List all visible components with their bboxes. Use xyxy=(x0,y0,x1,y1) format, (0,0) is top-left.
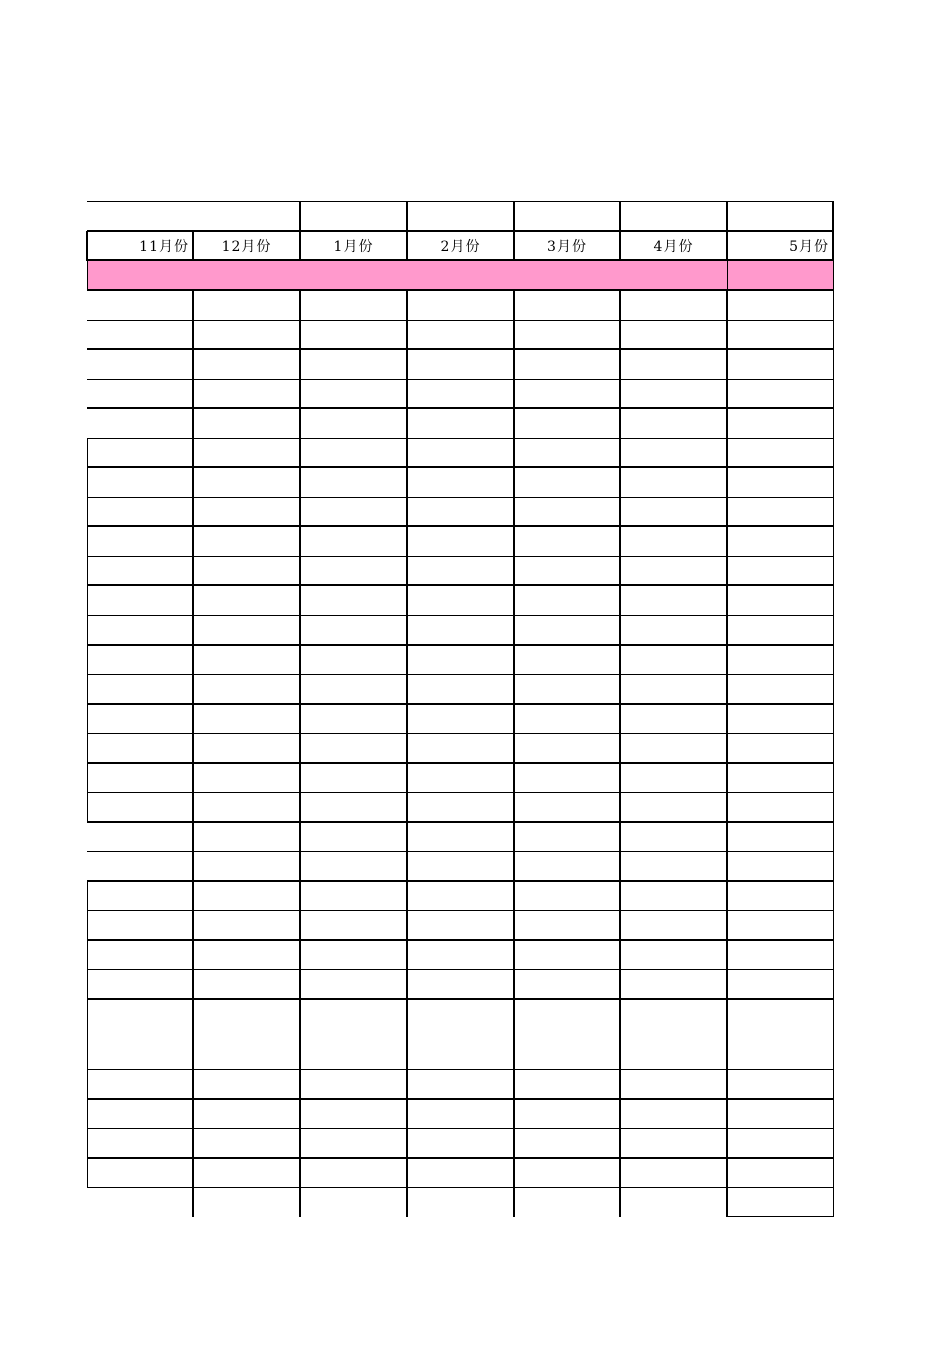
month-header-7: 5月份 xyxy=(789,239,829,255)
row-line xyxy=(87,851,834,852)
band-right-border xyxy=(833,260,834,291)
row-line xyxy=(87,584,834,586)
row-line xyxy=(87,615,834,616)
row-line xyxy=(87,1187,834,1188)
month-header-1: 11月份 xyxy=(139,239,189,255)
last-cell-right xyxy=(833,1187,834,1217)
right-border xyxy=(833,290,834,1188)
row-line xyxy=(87,379,834,380)
header-column-divider xyxy=(299,201,301,232)
month-header-3: 1月份 xyxy=(333,239,374,255)
column-divider xyxy=(406,290,408,1217)
header-column-divider xyxy=(406,201,408,232)
column-divider xyxy=(513,290,515,1217)
band-left-border xyxy=(87,260,88,291)
row-line xyxy=(87,644,834,646)
row-line xyxy=(87,910,834,911)
highlight-row xyxy=(88,261,833,290)
header-top-border xyxy=(87,201,834,202)
header-column-divider xyxy=(832,201,834,232)
row-line xyxy=(87,320,834,321)
month-header-4: 2月份 xyxy=(440,239,481,255)
row-line xyxy=(87,733,834,734)
row-line xyxy=(87,497,834,498)
column-divider xyxy=(726,290,728,1217)
row-line xyxy=(87,1157,834,1159)
row-line xyxy=(87,880,834,882)
row-line xyxy=(87,674,834,675)
row-line xyxy=(87,1128,834,1129)
month-row-bottom-border xyxy=(87,259,834,261)
column-divider xyxy=(192,290,194,1217)
month-column-divider xyxy=(86,231,88,261)
row-line xyxy=(87,969,834,970)
month-header-5: 3月份 xyxy=(547,239,587,255)
header-column-divider xyxy=(726,201,728,232)
row-line xyxy=(87,1069,834,1070)
last-cell-bottom xyxy=(727,1216,834,1217)
row-line xyxy=(87,525,834,527)
left-border xyxy=(87,438,88,823)
row-line xyxy=(87,1098,834,1100)
row-line xyxy=(87,438,834,439)
row-line xyxy=(87,998,834,1000)
band-divider xyxy=(727,260,728,291)
row-line xyxy=(87,821,834,823)
month-header-6: 4月份 xyxy=(653,239,694,255)
header-column-divider xyxy=(619,201,621,232)
row-line xyxy=(87,466,834,468)
row-line xyxy=(87,939,834,941)
column-divider xyxy=(299,290,301,1217)
row-line xyxy=(87,289,834,291)
month-column-divider xyxy=(832,231,834,261)
header-column-divider xyxy=(513,201,515,232)
row-line xyxy=(87,792,834,793)
row-line xyxy=(87,556,834,557)
row-line xyxy=(87,348,834,350)
row-line xyxy=(87,407,834,409)
month-header-2: 12月份 xyxy=(221,239,272,255)
row-line xyxy=(87,762,834,764)
column-divider xyxy=(619,290,621,1217)
row-line xyxy=(87,703,834,705)
month-row-top-border xyxy=(87,230,834,232)
left-border xyxy=(87,881,88,1188)
